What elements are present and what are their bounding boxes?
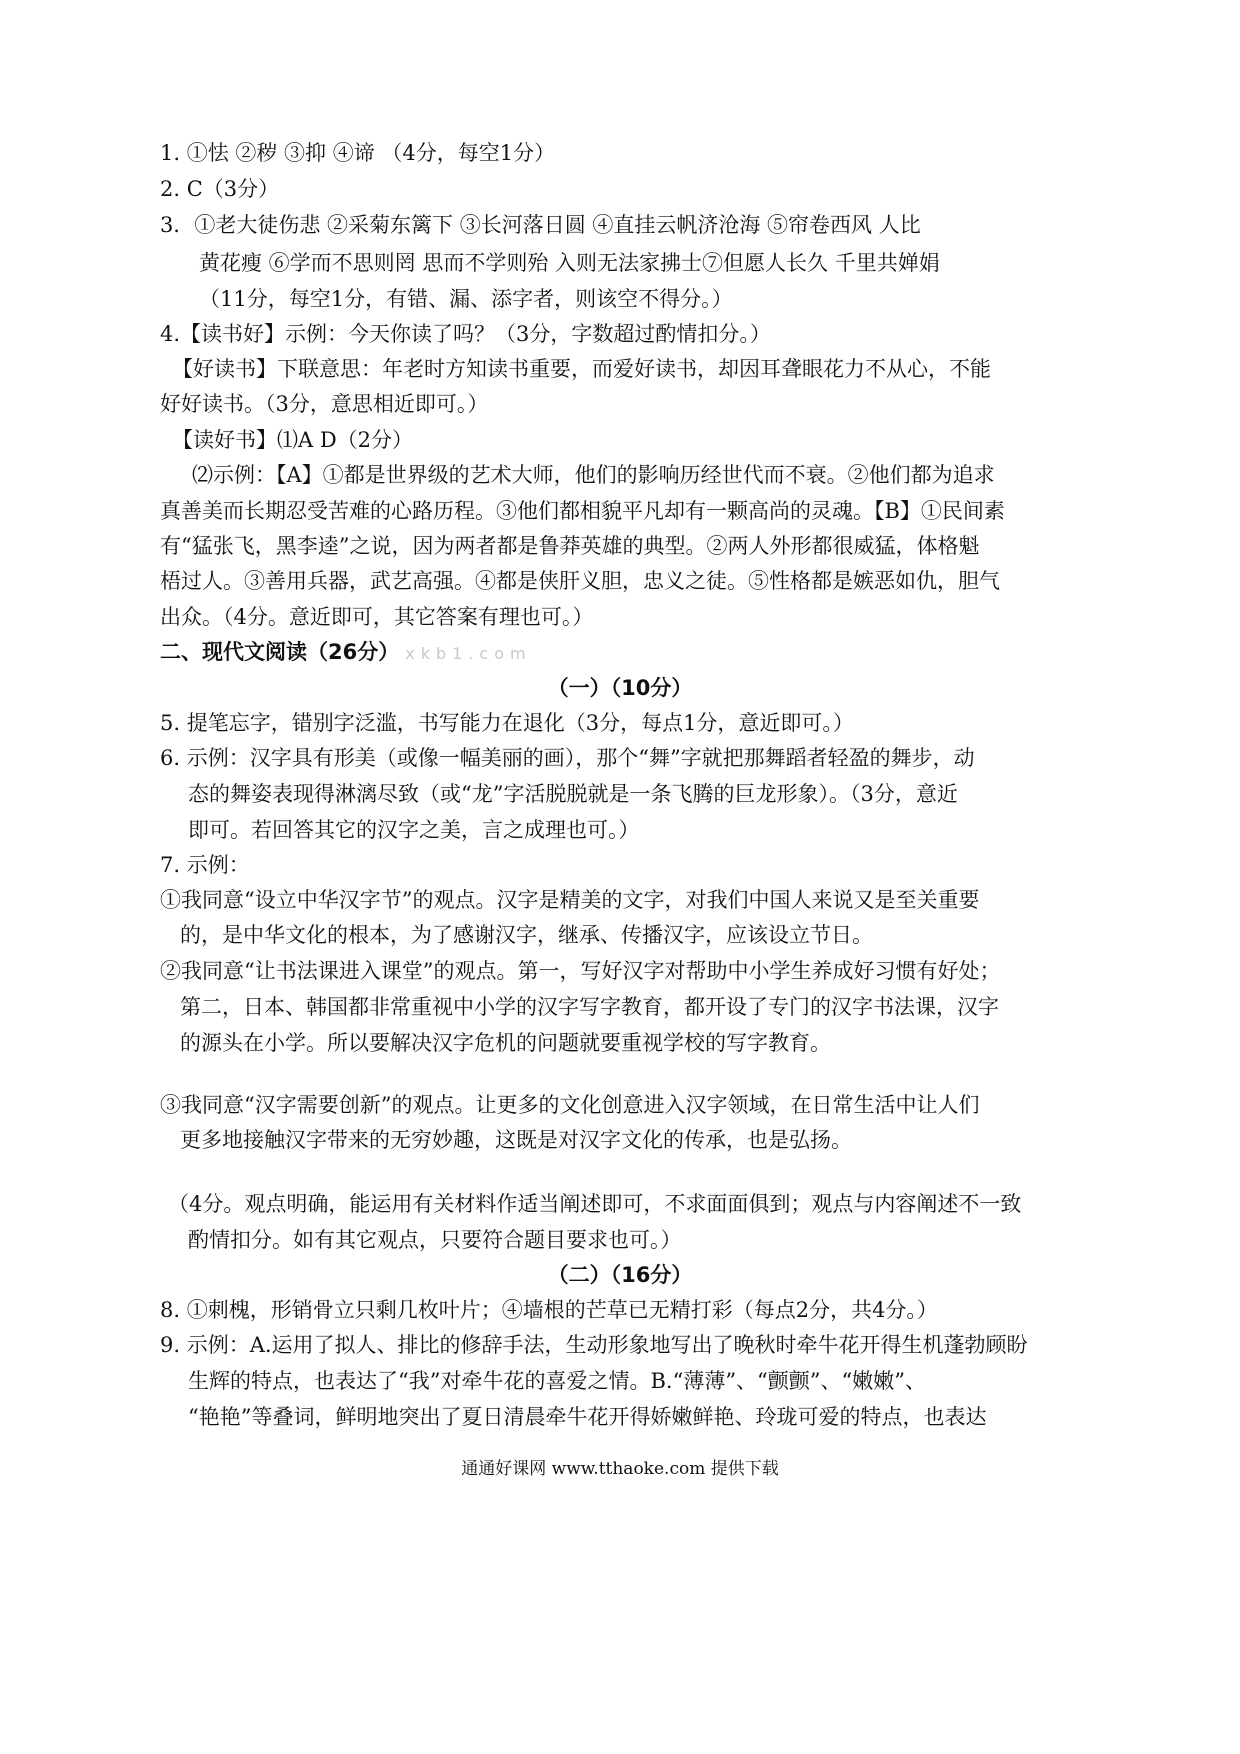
answer-line: 6. 示例：汉字具有形美（或像一幅美丽的画），那个“舞”字就把那舞蹈者轻盈的舞步，动 <box>160 746 975 770</box>
answer-line: 3．①老大徒伤悲 ②采菊东篱下 ③长河落日圆 ④直挂云帆济沧海 ⑤帘卷西风 人比 <box>160 213 921 237</box>
answer-line: 5. 提笔忘字，错别字泛滥，书写能力在退化（3分，每点1分，意近即可。） <box>160 711 854 735</box>
answer-line: 7. 示例： <box>160 853 250 877</box>
page-footer: 通通好课网 www.tthaoke.com 提供下载 <box>461 1459 779 1479</box>
answer-line: 梧过人。③善用兵器，武艺高强。④都是侠肝义胆，忠义之徒。⑤性格都是嫉恶如仇，胆气 <box>160 569 1000 593</box>
subsection-heading: （一）（10分） <box>547 676 693 700</box>
answer-line: 生辉的特点，也表达了“我”对牵牛花的喜爱之情。B.“薄薄”、“颤颤”、“嫩嫩”、 <box>188 1369 926 1393</box>
answer-line: 第二，日本、韩国都非常重视中小学的汉字写字教育，都开设了专门的汉字书法课，汉字 <box>180 995 999 1019</box>
answer-line: ③我同意“汉字需要创新”的观点。让更多的文化创意进入汉字领域，在日常生活中让人们 <box>160 1093 980 1117</box>
answer-line: 1. ①怯 ②秽 ③抑 ④谛 （4分，每空1分） <box>160 141 556 165</box>
answer-line: 即可。若回答其它的汉字之美，言之成理也可。） <box>188 818 640 842</box>
answer-line: ①我同意“设立中华汉字节”的观点。汉字是精美的文字，对我们中国人来说又是至关重要 <box>160 888 980 912</box>
answer-line: 的，是中华文化的根本，为了感谢汉字，继承、传播汉字，应该设立节日。 <box>180 923 873 947</box>
answer-line: 态的舞姿表现得淋漓尽致（或“龙”字活脱脱就是一条飞腾的巨龙形象）。（3分，意近 <box>188 782 958 806</box>
answer-line: “艳艳”等叠词，鲜明地突出了夏日清晨牵牛花开得娇嫩鲜艳、玲珑可爱的特点，也表达 <box>188 1405 987 1429</box>
answer-line: 黄花瘦 ⑥学而不思则罔 思而不学则殆 入则无法家拂士⑦但愿人长久 千里共婵娟 <box>199 251 940 275</box>
watermark-text: xkb1.com <box>405 644 532 663</box>
answer-line: 酌情扣分。如有其它观点，只要符合题目要求也可。） <box>188 1228 682 1252</box>
answer-line: 更多地接触汉字带来的无穷妙趣，这既是对汉字文化的传承，也是弘扬。 <box>180 1128 852 1152</box>
answer-line: 9. 示例：A.运用了拟人、排比的修辞手法，生动形象地写出了晚秋时牵牛花开得生机蓬勃顾盼 <box>160 1333 1028 1357</box>
answer-line: 有“猛张飞，黑李逵”之说，因为两者都是鲁莽英雄的典型。②两人外形都很威猛，体格魁 <box>160 534 980 558</box>
subsection-heading: （二）（16分） <box>547 1263 693 1287</box>
answer-line: ⑵示例：【A】①都是世界级的艺术大师，他们的影响历经世代而不衰。②他们都为追求 <box>192 463 995 487</box>
answer-line: 8. ①刺槐，形销骨立只剩几枚叶片；④墙根的芒草已无精打彩（每点2分，共4分。） <box>160 1298 938 1322</box>
answer-line: 2. C（3分） <box>160 177 280 201</box>
answer-line: 4.【读书好】示例：今天你读了吗？（3分，字数超过酌情扣分。） <box>160 322 771 346</box>
answer-line: 的源头在小学。所以要解决汉字危机的问题就要重视学校的写字教育。 <box>180 1031 831 1055</box>
answer-line: 【读好书】⑴A D（2分） <box>172 428 414 452</box>
answer-line: 【好读书】下联意思：年老时方知读书重要，而爱好读书，却因耳聋眼花力不从心，不能 <box>172 357 991 381</box>
section-heading <box>160 638 532 668</box>
answer-line: 真善美而长期忍受苦难的心路历程。③他们都相貌平凡却有一颗高尚的灵魂。【B】①民间素 <box>160 499 1005 523</box>
answer-line: 好好读书。（3分，意思相近即可。） <box>160 392 489 416</box>
answer-line: （4分。观点明确，能运用有关材料作适当阐述即可，不求面面俱到；观点与内容阐述不一致 <box>168 1192 1022 1216</box>
section-heading-text: 二、现代文阅读（26分） <box>160 640 400 664</box>
answer-line: ②我同意“让书法课进入课堂”的观点。第一，写好汉字对帮助中小学生养成好习惯有好处； <box>160 959 1001 983</box>
answer-line: （11分，每空1分，有错、漏、添字者，则该空不得分。） <box>199 287 733 311</box>
answer-line: 出众。（4分。意近即可，其它答案有理也可。） <box>160 605 594 629</box>
